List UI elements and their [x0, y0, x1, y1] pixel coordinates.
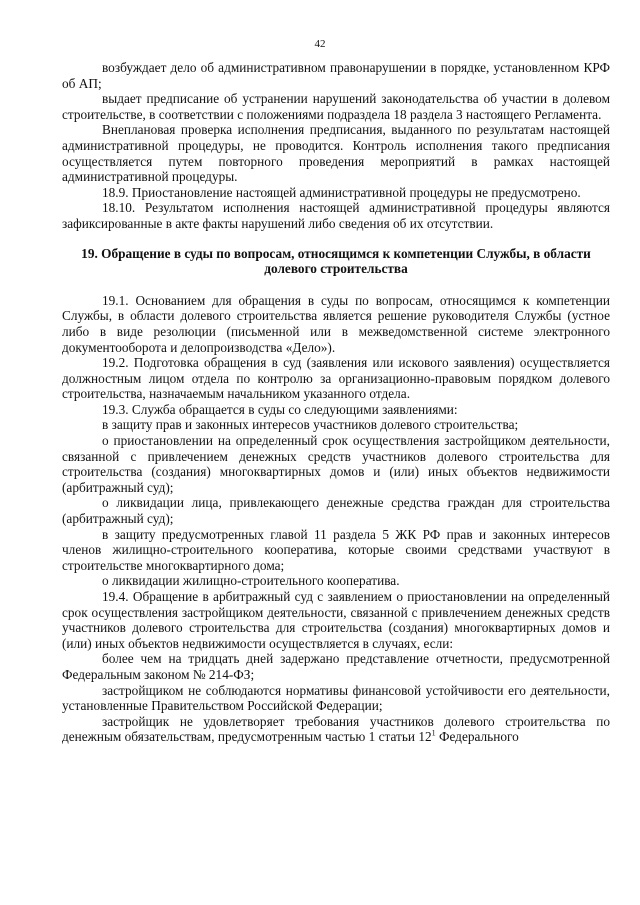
section-18-continuation: [62, 60, 610, 232]
paragraph: в защиту прав и законных интересов участников долевого строительства;: [102, 417, 519, 433]
last-paragraph-text: застройщик не удовлетворяет требования участников долевого строительства по денежным обязательствам, предусмотренным частью 1 статьи 12: [62, 713, 610, 745]
section-19-body: [62, 293, 610, 714]
paragraph: 19.4. Обращение в арбитражный суд с заявлением о приостановлении на определенный срок осуществления застройщиком деятельности, связанной с привлечением денежных средств участников долевого строительства для строительства (создания) многоквартирных домов и (или) иных объектов недвижимости осуществляется в случаях, если:: [62, 589, 610, 651]
last-paragraph-tail: Федерального: [435, 729, 519, 745]
page-number: 42: [314, 38, 326, 50]
last-paragraph: [62, 714, 610, 745]
paragraph: 18.10. Результатом исполнения настоящей административной процедуры являются зафиксированные в акте факты нарушений либо сведения об их отсутствии.: [62, 200, 610, 231]
document-body: [62, 60, 610, 745]
paragraph: о ликвидации жилищно-строительного кооператива.: [102, 573, 400, 589]
section-heading: 19. Обращение в суды по вопросам, относящимся к компетенции Службы, в области долевого строительства: [81, 245, 591, 277]
paragraph: 19.2. Подготовка обращения в суд (заявления или искового заявления) осуществляется должностным лицом отдела по контролю за организационно-правовым порядком долевого строительства, назначаемым начальником указанного отдела.: [62, 355, 610, 402]
paragraph: возбуждает дело об административном правонарушении в порядке, установленном КРФ об АП;: [62, 60, 610, 91]
paragraph: о приостановлении на определенный срок осуществления застройщиком деятельности, связанной с привлечением денежных средств участников долевого строительства для строительства (создания) многоквартирных домов и (или) иных объектов недвижимости (арбитражный суд);: [62, 433, 610, 495]
paragraph: 19.1. Основанием для обращения в суды по вопросам, относящимся к компетенции Службы, в области долевого строительства является решение руководителя Службы (устное либо в виде резолюции (письменной или в межведомственной системе электронного документооборота и делопроизводства «Дело»).: [62, 292, 610, 355]
paragraph: в защиту предусмотренных главой 11 раздела 5 ЖК РФ прав и законных интересов членов жилищно-строительного кооператива, которые своими средствами участвуют в строительстве многоквартирного дома;: [62, 526, 610, 573]
paragraph: более чем на тридцать дней задержано представление отчетности, предусмотренной Федеральным законом № 214-ФЗ;: [62, 651, 610, 682]
paragraph: застройщиком не соблюдаются нормативы финансовой устойчивости его деятельности, установленные Правительством Российской Федерации;: [62, 682, 610, 714]
paragraph: 18.9. Приостановление настоящей административной процедуры не предусмотрено.: [102, 184, 581, 200]
paragraph: о ликвидации лица, привлекающего денежные средства граждан для строительства (арбитражный суд);: [62, 495, 610, 527]
paragraph: выдает предписание об устранении нарушений законодательства об участии в долевом строительстве, в соответствии с положениями подраздела 18 раздела 3 настоящего Регламента.: [62, 91, 610, 122]
paragraph: Внеплановая проверка исполнения предписания, выданного по результатам настоящей административной процедуры, не проводится. Контроль исполнения такого предписания осуществляется путем повторного проведения мероприятий в рамках настоящей административной процедуры.: [62, 122, 610, 185]
article-superscript: 1: [431, 728, 436, 738]
paragraph: 19.3. Служба обращается в суды со следующими заявлениями:: [102, 401, 458, 417]
